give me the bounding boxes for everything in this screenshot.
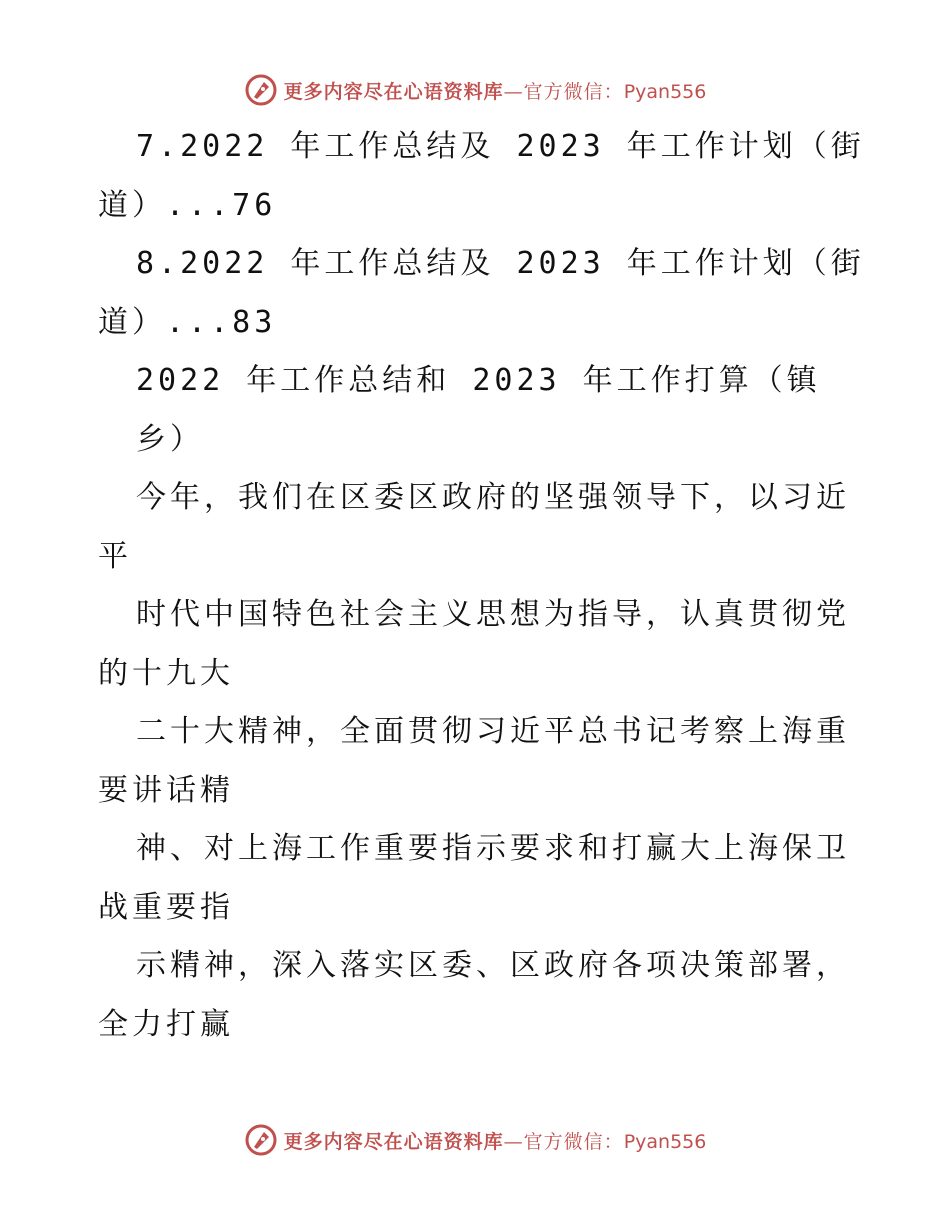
paragraph-line: 时代中国特色社会主义思想为指导，认真贯彻党 [136,597,850,632]
header-watermark [0,70,950,110]
watermark-wechat-id: Pyan556 [623,80,707,103]
footer-watermark [0,1120,950,1160]
watermark-text [284,77,707,104]
paragraph-line: 平 [98,538,132,574]
watermark-wechat-label: 官方微信： [523,1130,624,1153]
watermark-label: 更多内容尽在心语资料库 [283,80,504,103]
paragraph-line: 要讲话精 [98,772,234,808]
pen-nib-logo-icon [244,73,278,107]
toc-entry-8: 8.2022 年工作总结及 2023 年工作计划（街 [136,246,865,281]
toc-entry-7-cont: 道）...76 [98,187,277,223]
watermark-wechat-label: 官方微信： [523,80,624,103]
paragraph-line: 的十九大 [98,655,234,691]
paragraph-line: 二十大精神，全面贯彻习近平总书记考察上海重 [136,714,850,749]
toc-entry-8-cont: 道）...83 [98,304,277,340]
paragraph-line: 战重要指 [98,889,234,925]
watermark-dash: — [503,80,524,103]
section-title: 2022 年工作总结和 2023 年工作打算（镇 [136,363,821,398]
paragraph-line: 示精神，深入落实区委、区政府各项决策部署， [136,948,850,983]
document-body [98,118,865,1054]
section-title-cont: 乡） [136,421,204,457]
watermark-dash: — [503,1130,524,1153]
toc-entry-7: 7.2022 年工作总结及 2023 年工作计划（街 [136,129,865,164]
paragraph-line: 全力打赢 [98,1006,234,1042]
pen-nib-logo-icon [244,1123,278,1157]
paragraph-line: 今年，我们在区委区政府的坚强领导下，以习近 [136,480,850,515]
watermark-text [284,1127,707,1154]
watermark-label: 更多内容尽在心语资料库 [283,1130,504,1153]
paragraph-line: 神、对上海工作重要指示要求和打赢大上海保卫 [136,831,850,866]
watermark-wechat-id: Pyan556 [623,1130,707,1153]
